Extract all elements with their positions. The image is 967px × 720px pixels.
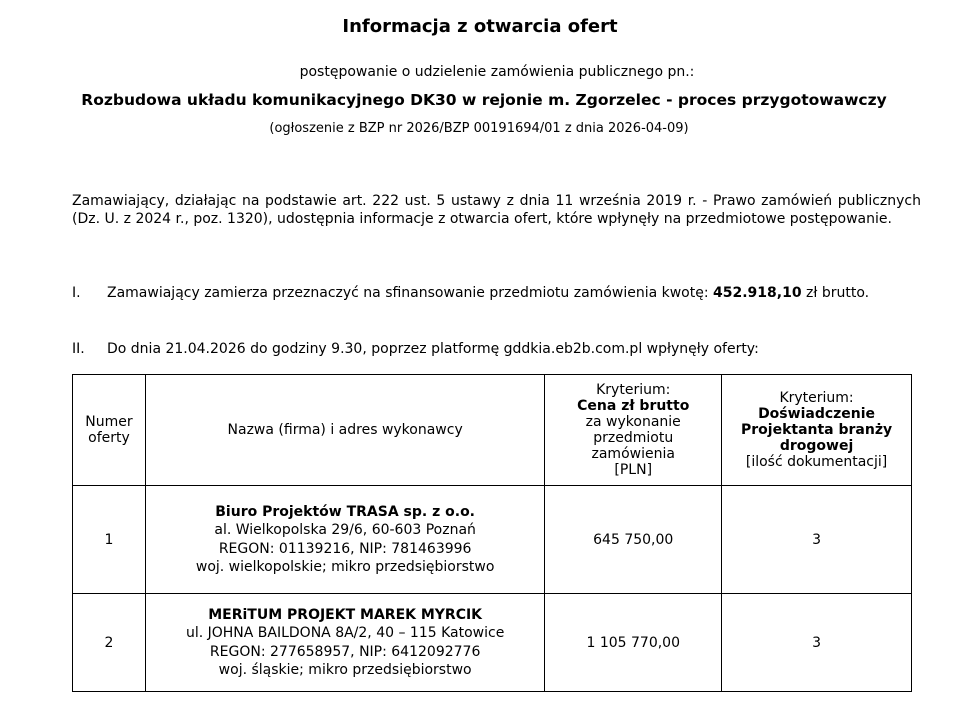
point-budget: [72, 284, 921, 302]
header-contractor-name: Nazwa (firma) i adres wykonawcy: [145, 375, 544, 486]
offer-number: 1: [73, 486, 146, 594]
header-experience-criterion: Kryterium: Doświadczenie Projektanta branży drogowej [ilość dokumentacji]: [722, 375, 912, 486]
contractor-cell: [145, 486, 544, 594]
budget-currency: zł brutto.: [801, 285, 870, 301]
procedure-intro: postępowanie o udzielenie zamówienia publicznego pn.:: [299, 64, 695, 80]
offer-price: 645 750,00: [545, 486, 722, 594]
budget-text: Zamawiający zamierza przeznaczyć na sfinansowanie przedmiotu zamówienia kwotę:: [107, 285, 714, 301]
procedure-subject: Rozbudowa układu komunikacyjnego DK30 w rejonie m. Zgorzelec - proces przygotowawczy: [81, 91, 887, 109]
document-title: Informacja z otwarcia ofert: [342, 16, 618, 37]
budget-amount: 452.918,10: [713, 285, 802, 301]
contractor-name: MERiTUM PROJEKT MAREK MYRCIK: [208, 606, 483, 623]
table-row: [73, 594, 912, 692]
header-offer-number: Numer oferty: [73, 375, 146, 486]
point-number: I.: [72, 285, 81, 301]
point-number: II.: [72, 341, 85, 357]
offer-number: 2: [73, 594, 146, 692]
contractor-address: al. Wielkopolska 29/6, 60-603 Poznań: [214, 522, 476, 538]
table-header-row: [73, 375, 912, 486]
offers-intro-text: Do dnia 21.04.2026 do godziny 9.30, poprzez platformę gddkia.eb2b.com.pl wpłynęły oferty:: [107, 341, 759, 357]
offer-price: 1 105 770,00: [545, 594, 722, 692]
contractor-region: woj. wielkopolskie; mikro przedsiębiorstwo: [195, 559, 495, 575]
bzp-notice: (ogłoszenie z BZP nr 2026/BZP 00191694/01 z dnia 2026-04-09): [269, 121, 689, 136]
contractor-ids: REGON: 01139216, NIP: 781463996: [218, 540, 472, 557]
table-row: [73, 486, 912, 594]
point-text: [107, 284, 921, 302]
contractor-region: woj. śląskie; mikro przedsiębiorstwo: [218, 662, 472, 678]
contractor-ids: REGON: 277658957, NIP: 6412092776: [209, 643, 481, 660]
offer-experience: 3: [722, 486, 912, 594]
header-price-criterion: Kryterium: Cena zł brutto za wykonanie przedmiotu zamówienia [PLN]: [545, 375, 722, 486]
contractor-address: ul. JOHNA BAILDONA 8A/2, 40 – 115 Katowice: [185, 625, 505, 641]
offer-experience: 3: [722, 594, 912, 692]
contractor-name: Biuro Projektów TRASA sp. z o.o.: [215, 503, 476, 520]
point-offers: [72, 340, 921, 358]
legal-basis-paragraph: Zamawiający, działając na podstawie art. 222 ust. 5 ustawy z dnia 11 września 2019 r. - Prawo zamówień publicznych (Dz. U. z 2024 r., poz. 1320), udostępnia informacje z otwarcia ofert, które wpłynęły na przedmiotowe postępowanie.: [72, 193, 921, 227]
contractor-cell: [145, 594, 544, 692]
offers-table: [72, 374, 912, 692]
